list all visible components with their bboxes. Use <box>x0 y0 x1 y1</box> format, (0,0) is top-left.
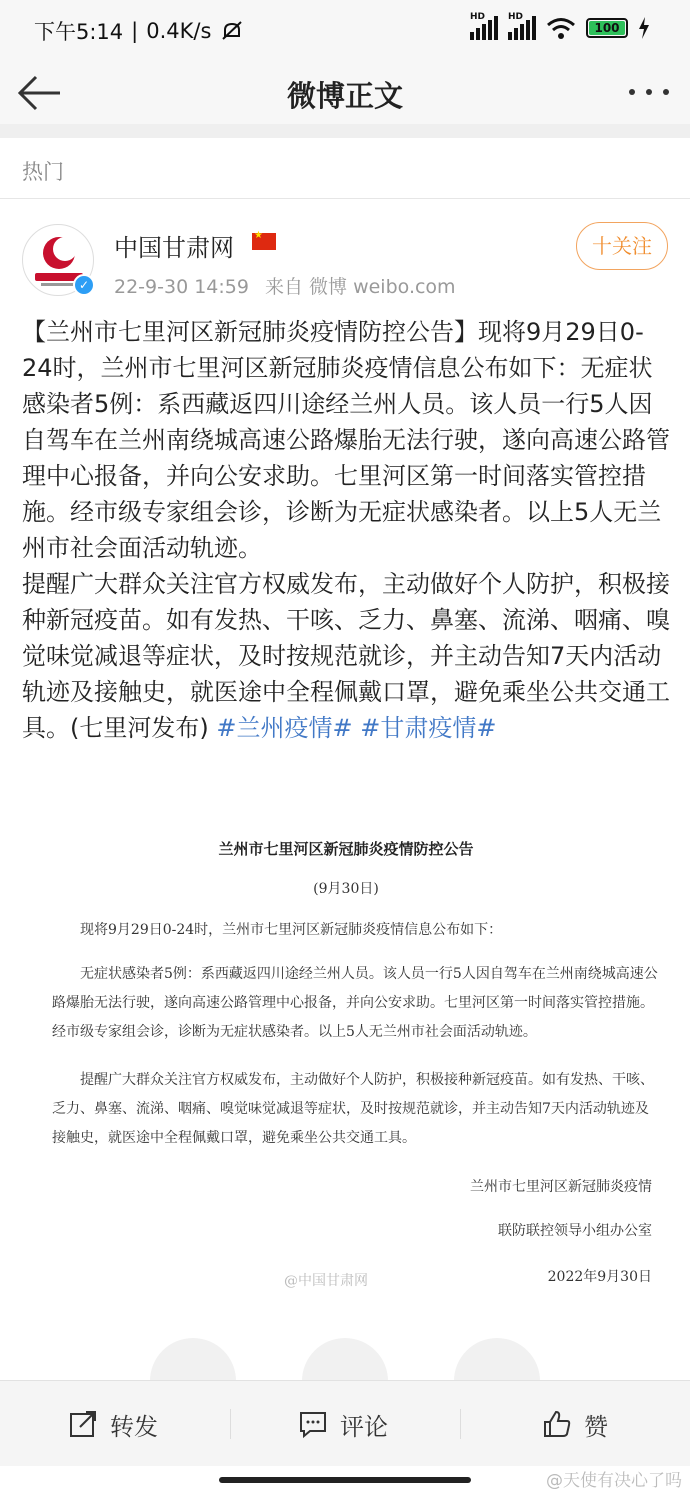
post-body-reminder: 提醒广大群众关注官方权威发布，主动做好个人防护，积极接种新冠疫苗。如有发热、干咳、乏力、鼻塞、流涕、咽痛、嗅觉味觉减退等症状，及时按规范就诊，并主动告知7天内活动轨迹及接触史，就医途中全程佩戴口罩，避免乘坐公共交通工具。(七里河发布) <box>22 570 670 742</box>
topic-link-gansu[interactable]: #甘肃疫情# <box>360 714 497 742</box>
like-button[interactable] <box>542 1381 608 1467</box>
section-divider <box>0 124 690 138</box>
notice-title: 兰州市七里河区新冠肺炎疫情防控公告 <box>218 840 474 858</box>
action-separator <box>460 1409 461 1439</box>
repost-label: 转发 <box>110 1412 158 1441</box>
thumbs-up-icon <box>542 1409 572 1439</box>
title-bar <box>0 62 690 124</box>
post-meta <box>114 272 456 299</box>
notice-signature-date: 2022年9月30日 <box>547 1269 652 1285</box>
comment-button[interactable] <box>298 1381 388 1467</box>
more-dots-icon <box>626 72 672 112</box>
image-watermark: @中国甘肃网 <box>284 1273 368 1289</box>
verified-badge-icon: ✓ <box>73 274 95 296</box>
post-source: 来自 微博 weibo.com <box>265 276 456 298</box>
signal-icon-1: HD <box>470 16 498 40</box>
author-name[interactable]: 中国甘肃网 <box>114 234 234 262</box>
battery-icon <box>586 18 628 38</box>
status-separator: | <box>131 19 139 43</box>
notice-paragraph-2: 无症状感染者5例：系西藏返四川途经兰州人员。该人员一行5人因自驾车在兰州南绕城高速公路爆胎无法行驶，遂向高速公路管理中心报备，并向公安求助。七里河区第一时间落实管控措施。经市级专家组会诊，诊断为无症状感染者。以上5人无兰州市社会面活动轨迹。 <box>52 966 658 1040</box>
notice-signature-1: 兰州市七里河区新冠肺炎疫情 <box>470 1179 652 1195</box>
network-speed: 0.4K/s <box>146 19 212 43</box>
notice-paragraph-3: 提醒广大群众关注官方权威发布，主动做好个人防护，积极接种新冠疫苗。如有发热、干咳、乏力、鼻塞、流涕、咽痛、嗅觉味觉减退等症状，及时按规范就诊，并主动告知7天内活动轨迹及接触史，就医途中全程佩戴口罩，避免乘坐公共交通工具。 <box>52 1072 654 1146</box>
status-left <box>34 16 245 46</box>
signal-icon-2: HD <box>508 16 536 40</box>
status-right <box>470 12 650 40</box>
post-body <box>22 314 670 746</box>
follow-button[interactable]: 十关注 <box>576 222 668 270</box>
comment-label: 评论 <box>340 1412 388 1441</box>
status-bar <box>0 0 690 62</box>
page-title: 微博正文 <box>286 79 403 113</box>
china-flag-icon <box>252 233 276 250</box>
like-label: 赞 <box>584 1412 608 1441</box>
action-separator <box>230 1409 231 1439</box>
notice-date: (9月30日) <box>313 881 379 897</box>
repost-button[interactable] <box>68 1381 158 1467</box>
topic-link-lanzhou[interactable]: #兰州疫情# <box>216 714 353 742</box>
post-timestamp: 22-9-30 14:59 <box>114 276 249 298</box>
mute-icon <box>219 19 245 43</box>
notice-signature-2: 联防联控领导小组办公室 <box>498 1223 652 1239</box>
divider-line <box>0 198 690 199</box>
gesture-nav-bar[interactable] <box>219 1477 471 1483</box>
action-bar <box>0 1380 690 1466</box>
clock: 下午5:14 <box>34 20 124 44</box>
repost-icon <box>68 1409 98 1439</box>
battery-level: 100 <box>589 21 625 35</box>
notice-paragraph-1: 现将9月29日0-24时，兰州市七里河区新冠肺炎疫情信息公布如下： <box>80 922 503 938</box>
post-body-main: 【兰州市七里河区新冠肺炎疫情防控公告】现将9月29日0-24时，兰州市七里河区新冠肺炎疫情信息公布如下：无症状感染者5例：系西藏返四川途经兰州人员。该人员一行5人因自驾车在兰州南绕城高速公路爆胎无法行驶，遂向高速公路管理中心报备，并向公安求助。七里河区第一时间落实管控措施。经市级专家组会诊，诊断为无症状感染者。以上5人无兰州市社会面活动轨迹。 <box>22 318 670 562</box>
section-label: 热门 <box>22 160 64 184</box>
comment-icon <box>298 1409 328 1439</box>
notice-image[interactable] <box>22 826 670 1306</box>
more-options-button[interactable] <box>626 72 672 112</box>
wifi-icon <box>546 16 576 40</box>
charging-icon <box>638 17 650 39</box>
corner-watermark: @天使有决心了吗 <box>546 1471 682 1491</box>
